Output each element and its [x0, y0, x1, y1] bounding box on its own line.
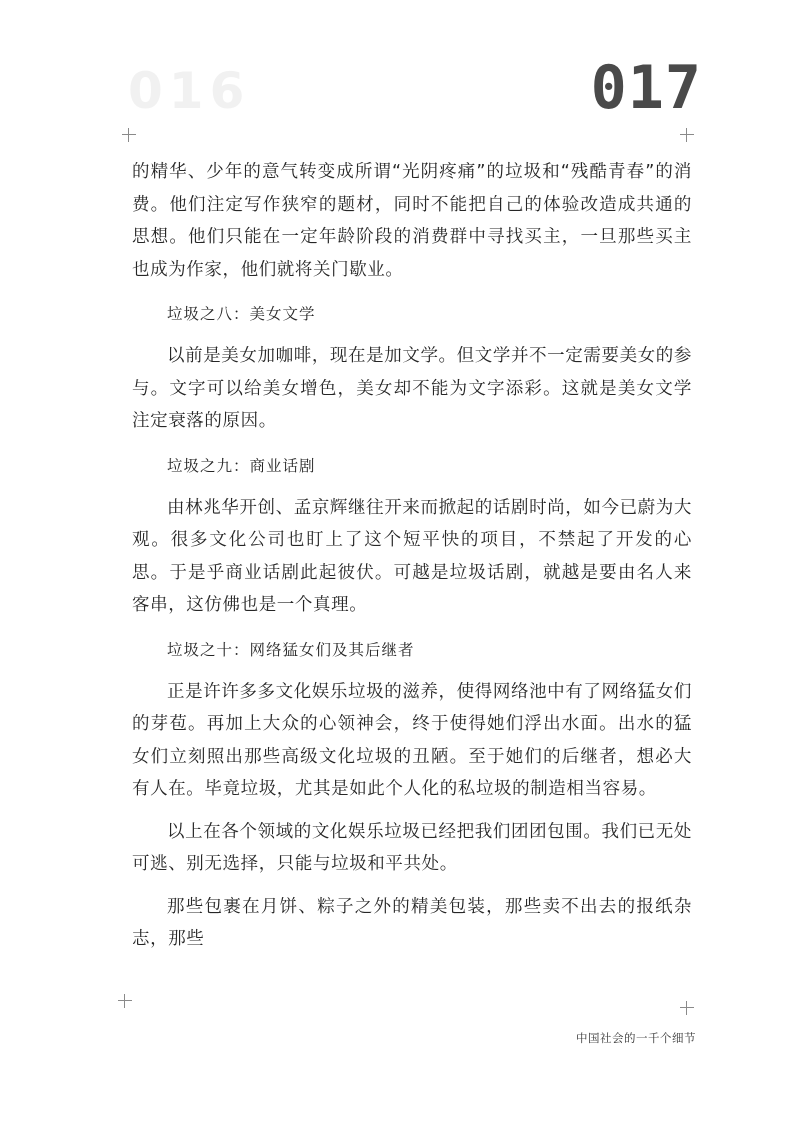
body-text — [132, 156, 692, 956]
crop-mark-bottom-left-icon — [118, 994, 132, 1008]
crop-mark-top-left-icon — [122, 128, 136, 142]
crop-mark-bottom-right-icon — [680, 1001, 694, 1015]
crop-mark-top-right-icon — [680, 128, 694, 142]
bleed-through-page-number: 016 — [128, 62, 251, 120]
paragraph: 由林兆华开创、孟京辉继往开来而掀起的话剧时尚，如今已蔚为大观。很多文化公司也盯上了这个短平快的项目，不禁起了开发的心思。于是乎商业话剧此起彼伏。可越是垃圾话剧，就越是要由名人来客串，这仿佛也是一个真理。 — [132, 497, 692, 615]
paragraph: 以上在各个领域的文化娱乐垃圾已经把我们团团包围。我们已无处可逃、别无选择，只能与垃圾和平共处。 — [132, 821, 692, 874]
section-heading-10: 垃圾之十：网络猛女们及其后继者 — [167, 640, 415, 659]
paragraph: 正是许许多多文化娱乐垃圾的滋养，使得网络池中有了网络猛女们的芽苞。再加上大众的心领神会，终于使得她们浮出水面。出水的猛女们立刻照出那些高级文化垃圾的丑陋。至于她们的后继者，想必大有人在。毕竟垃圾，尤其是如此个人化的私垃圾的制造相当容易。 — [132, 681, 692, 799]
section-heading-8: 垃圾之八：美女文学 — [167, 305, 316, 323]
paragraph: 那些包裹在月饼、粽子之外的精美包装，那些卖不出去的报纸杂志，那些 — [132, 896, 692, 949]
paragraph: 以前是美女加咖啡，现在是加文学。但文学并不一定需要美女的参与。文字可以给美女增色，美女却不能为文字添彩。这就是美女文学注定衰落的原因。 — [132, 346, 692, 431]
running-footer-book-title: 中国社会的一千个细节 — [576, 1031, 696, 1045]
paragraph-continuation: 的精华、少年的意气转变成所谓“光阴疼痛”的垃圾和“残酷青春”的消费。他们注定写作狭窄的题材，同时不能把自己的体验改造成共通的思想。他们只能在一定年龄阶段的消费群中寻找买主，一旦那些买主也成为作家，他们就将关门歇业。 — [132, 162, 692, 280]
section-heading-9: 垃圾之九：商业话剧 — [167, 456, 316, 475]
page-number: 017 — [590, 53, 702, 123]
